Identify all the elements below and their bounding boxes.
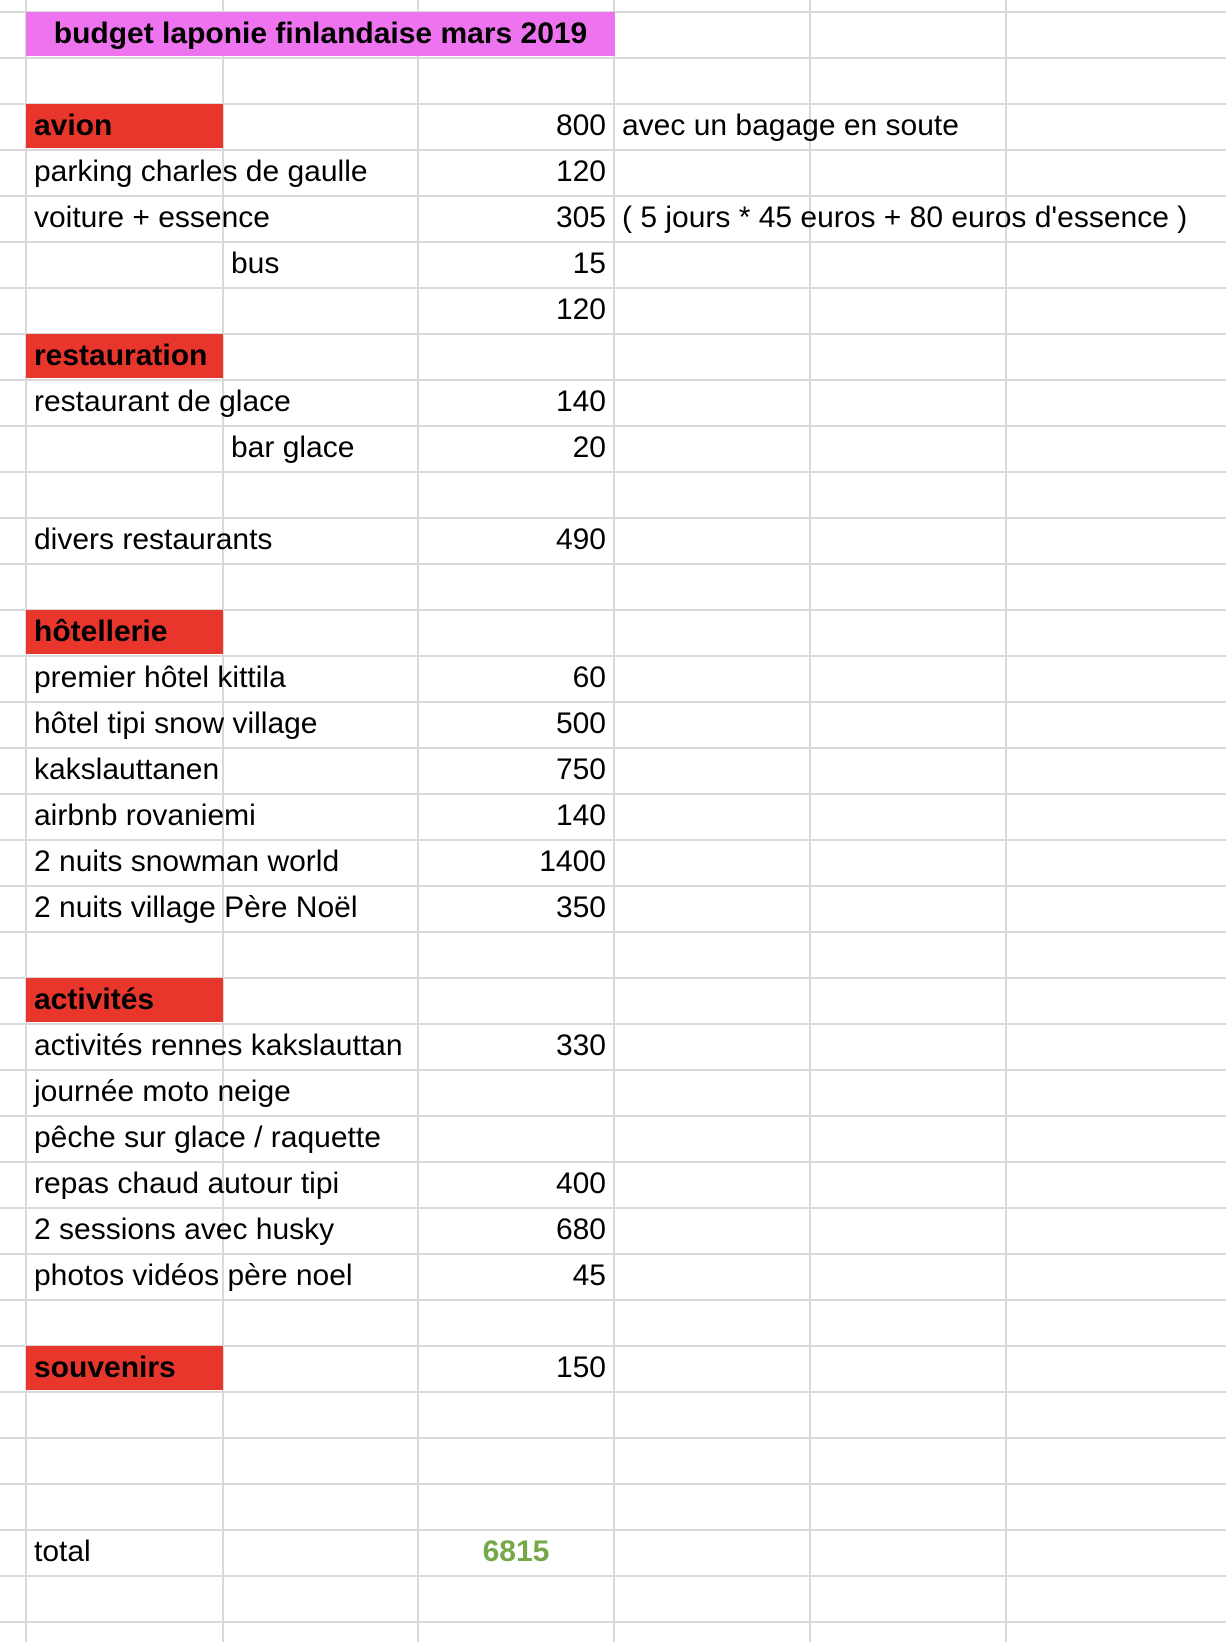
item-label-cell[interactable]: divers restaurants bbox=[34, 523, 273, 556]
row-gridline bbox=[0, 931, 1226, 933]
item-label-cell[interactable]: 2 sessions avec husky bbox=[34, 1213, 335, 1246]
amount-cell[interactable]: 45 bbox=[572, 1259, 606, 1292]
row-gridline bbox=[0, 57, 1226, 59]
sub-item-label-cell[interactable]: bar glace bbox=[231, 431, 355, 464]
row-gridline bbox=[0, 1483, 1226, 1485]
item-label-cell[interactable]: kakslauttanen bbox=[34, 753, 220, 786]
amount-cell[interactable]: 120 bbox=[555, 293, 606, 326]
item-label-cell[interactable]: journée moto neige bbox=[34, 1075, 291, 1108]
row-gridline bbox=[0, 1299, 1226, 1301]
amount-cell[interactable]: 750 bbox=[555, 753, 606, 786]
total-value-cell[interactable]: 6815 bbox=[482, 1535, 550, 1568]
category-cell[interactable]: avion bbox=[26, 104, 223, 148]
item-label-cell[interactable]: 2 nuits snowman world bbox=[34, 845, 340, 878]
category-cell[interactable]: hôtellerie bbox=[26, 610, 223, 654]
amount-cell[interactable]: 330 bbox=[555, 1029, 606, 1062]
column-gridline bbox=[809, 0, 811, 1642]
note-cell[interactable]: avec un bagage en soute bbox=[622, 109, 959, 142]
amount-cell[interactable]: 305 bbox=[555, 201, 606, 234]
column-gridline bbox=[1005, 0, 1007, 1642]
amount-cell[interactable]: 350 bbox=[555, 891, 606, 924]
amount-cell[interactable]: 15 bbox=[572, 247, 606, 280]
amount-cell[interactable]: 1400 bbox=[539, 845, 606, 878]
item-label-cell[interactable]: pêche sur glace / raquette bbox=[34, 1121, 381, 1154]
amount-cell[interactable]: 150 bbox=[555, 1351, 606, 1384]
item-label-cell[interactable]: airbnb rovaniemi bbox=[34, 799, 256, 832]
category-cell[interactable]: activités bbox=[26, 978, 223, 1022]
amount-cell[interactable]: 500 bbox=[555, 707, 606, 740]
item-label-cell[interactable]: photos vidéos père noel bbox=[34, 1259, 353, 1292]
item-label-cell[interactable]: premier hôtel kittila bbox=[34, 661, 286, 694]
sub-item-label-cell[interactable]: bus bbox=[231, 247, 280, 280]
row-gridline bbox=[0, 1621, 1226, 1623]
amount-cell[interactable]: 400 bbox=[555, 1167, 606, 1200]
amount-cell[interactable]: 60 bbox=[572, 661, 606, 694]
note-cell[interactable]: ( 5 jours * 45 euros + 80 euros d'essence ) bbox=[622, 201, 1188, 234]
amount-cell[interactable]: 490 bbox=[555, 523, 606, 556]
amount-cell[interactable]: 800 bbox=[555, 109, 606, 142]
sheet-title[interactable]: budget laponie finlandaise mars 2019 bbox=[26, 12, 615, 56]
item-label-cell[interactable]: restaurant de glace bbox=[34, 385, 291, 418]
amount-cell[interactable]: 680 bbox=[555, 1213, 606, 1246]
total-label-cell[interactable]: total bbox=[34, 1535, 91, 1568]
amount-cell[interactable]: 20 bbox=[572, 431, 606, 464]
item-label-cell[interactable]: 2 nuits village Père Noël bbox=[34, 891, 358, 924]
row-gridline bbox=[0, 471, 1226, 473]
item-label-cell[interactable]: parking charles de gaulle bbox=[34, 155, 368, 188]
amount-cell[interactable]: 120 bbox=[555, 155, 606, 188]
row-gridline bbox=[0, 1575, 1226, 1577]
category-cell[interactable]: restauration bbox=[26, 334, 223, 378]
row-gridline bbox=[0, 1437, 1226, 1439]
item-label-cell[interactable]: repas chaud autour tipi bbox=[34, 1167, 340, 1200]
amount-cell[interactable]: 140 bbox=[555, 385, 606, 418]
row-gridline bbox=[0, 563, 1226, 565]
item-label-cell[interactable]: activités rennes kakslauttan bbox=[34, 1029, 403, 1062]
item-label-cell[interactable]: hôtel tipi snow village bbox=[34, 707, 318, 740]
amount-cell[interactable]: 140 bbox=[555, 799, 606, 832]
row-gridline bbox=[0, 1391, 1226, 1393]
item-label-cell[interactable]: voiture + essence bbox=[34, 201, 270, 234]
category-cell[interactable]: souvenirs bbox=[26, 1346, 223, 1390]
